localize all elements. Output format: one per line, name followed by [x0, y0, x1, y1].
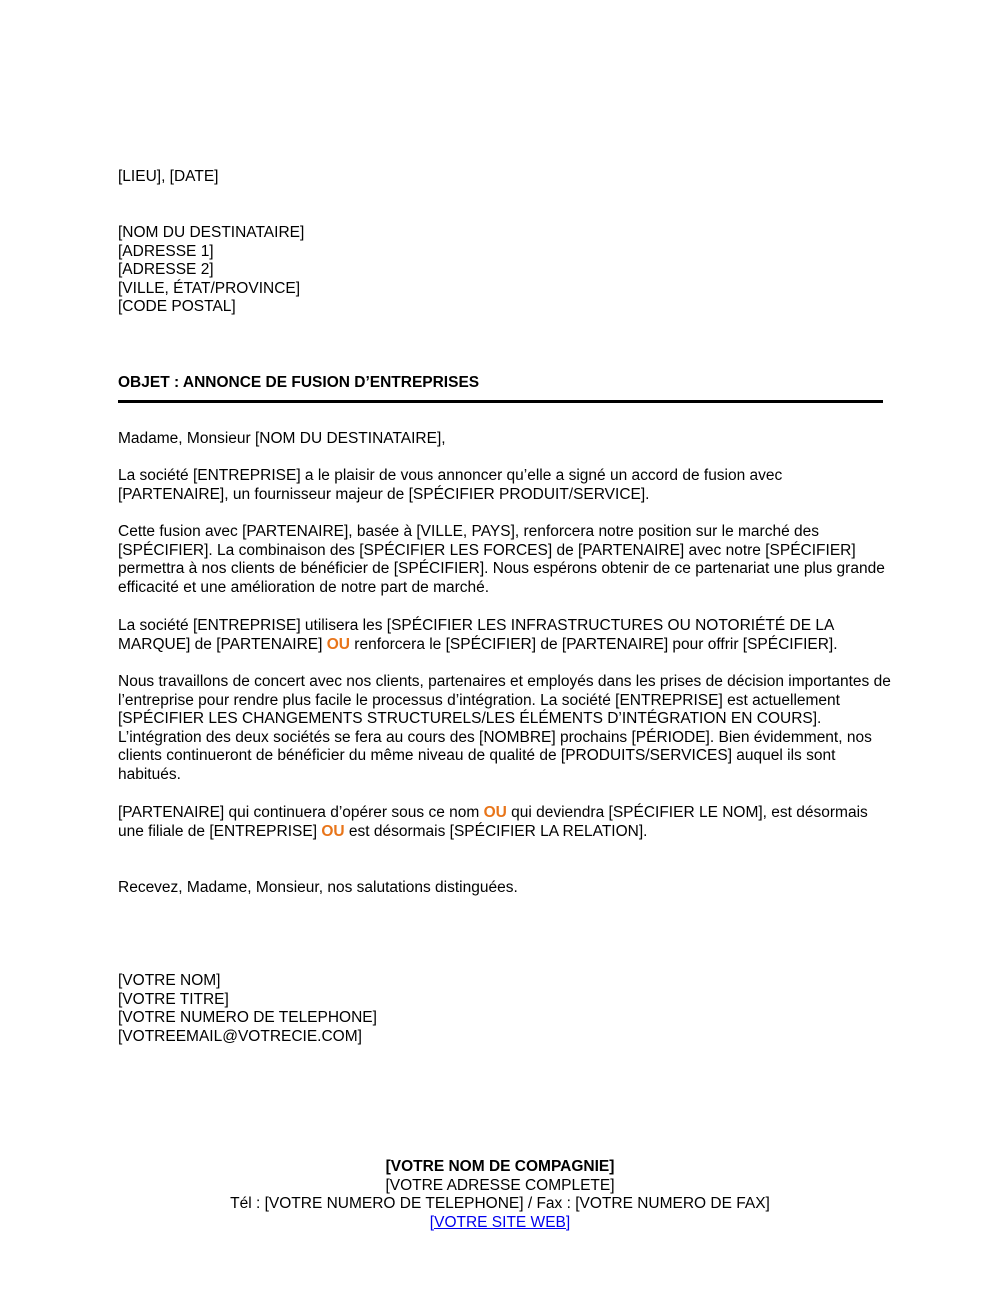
- or-highlight: OU: [483, 804, 507, 821]
- place-date-text: [LIEU], [DATE]: [118, 168, 219, 185]
- body-paragraph-2-text: Cette fusion avec [PARTENAIRE], basée à [VILLE, PAYS], renforcera notre position sur le marché des [SPÉCIFIER]. La combinaison des [SPÉCIFIER LES FORCES] de [PARTENAIRE] avec notre [SPÉCIFIER] permettra à nos clients de bénéficier de [SPÉCIFIER]. Nous espérons obtenir de ce partenariat une plus grande efficacité et une amélioration de notre part de marché.: [118, 523, 885, 596]
- body-paragraph-3-part-a: La société [ENTREPRISE] utilisera les [SPÉCIFIER LES INFRASTRUCTURES OU NOTORIÉTÉ DE LA MARQUE] de [PARTENAIRE]: [118, 617, 834, 653]
- recipient-address: [118, 224, 893, 317]
- body-paragraph-3-text: [118, 617, 893, 654]
- footer-company-name: [VOTRE NOM DE COMPAGNIE]: [385, 1158, 615, 1175]
- or-highlight: OU: [321, 822, 345, 840]
- signature-title: [VOTRE TITRE]: [118, 990, 229, 1008]
- recipient-postal-code: [CODE POSTAL]: [118, 298, 236, 316]
- subject-text: OBJET : ANNONCE DE FUSION D’ENTREPRISES: [118, 374, 480, 391]
- salutation: [118, 430, 893, 449]
- footer-website-line: [0, 1214, 1000, 1233]
- recipient-city: [VILLE, ÉTAT/PROVINCE]: [118, 279, 301, 297]
- closing-text: Recevez, Madame, Monsieur, nos salutations distinguées.: [118, 879, 518, 896]
- body-paragraph-5-text: [118, 804, 893, 841]
- subject-line: [118, 374, 893, 393]
- footer-contact: Tél : [VOTRE NUMERO DE TELEPHONE] / Fax : [VOTRE NUMERO DE FAX]: [230, 1195, 770, 1213]
- signature-email: [VOTREEMAIL@VOTRECIE.COM]: [118, 1027, 362, 1045]
- subject-divider: [118, 400, 883, 403]
- footer-address: [VOTRE ADRESSE COMPLETE]: [385, 1176, 615, 1194]
- closing: [118, 879, 893, 898]
- salutation-text: Madame, Monsieur [NOM DU DESTINATAIRE],: [118, 430, 446, 447]
- body-paragraph-5: [118, 804, 893, 841]
- footer-website-link[interactable]: [VOTRE SITE WEB]: [429, 1213, 571, 1231]
- body-paragraph-5-part-c: est désormais [SPÉCIFIER LA RELATION].: [344, 822, 648, 840]
- body-paragraph-3: [118, 617, 893, 654]
- body-paragraph-4-text: Nous travaillons de concert avec nos clients, partenaires et employés dans les prises de décision importantes de l’entreprise pour rendre plus facile le processus d’intégration. La société [ENTREPRISE] est actuellement [SPÉCIFIER LES CHANGEMENTS STRUCTURELS/LES ÉLÉMENTS D’INTÉGRATION EN COURS]. L’intégration des deux sociétés se fera au cours des [NOMBRE] prochains [PÉRIODE]. Bien évidemment, nos clients continueront de bénéficier du même niveau de qualité de [PRODUITS/SERVICES] auquel ils sont habitués.: [118, 673, 891, 783]
- body-paragraph-2: [118, 523, 893, 597]
- body-paragraph-5-part-a: [PARTENAIRE] qui continuera d’opérer sous ce nom: [118, 804, 484, 821]
- recipient-name: [NOM DU DESTINATAIRE]: [118, 224, 305, 241]
- or-highlight: OU: [326, 635, 350, 653]
- body-paragraph-4: [118, 673, 893, 785]
- body-paragraph-1: [118, 467, 893, 504]
- recipient-address-2: [ADRESSE 2]: [118, 261, 214, 279]
- signature-block: [118, 972, 893, 1046]
- letter-footer: [0, 1158, 1000, 1232]
- body-paragraph-3-part-b: renforcera le [SPÉCIFIER] de [PARTENAIRE] pour offrir [SPÉCIFIER].: [349, 635, 838, 653]
- recipient-address-1: [ADRESSE 1]: [118, 242, 214, 260]
- body-paragraph-5-part-b: qui deviendra [SPÉCIFIER LE NOM], est désormais une filiale de [ENTREPRISE]: [118, 804, 868, 840]
- signature-name: [VOTRE NOM]: [118, 972, 221, 989]
- body-paragraph-1-text: La société [ENTREPRISE] a le plaisir de vous annoncer qu’elle a signé un accord de fusion avec [PARTENAIRE], un fournisseur majeur de [SPÉCIFIER PRODUIT/SERVICE].: [118, 467, 783, 503]
- place-date: [118, 168, 893, 187]
- signature-phone: [VOTRE NUMERO DE TELEPHONE]: [118, 1009, 377, 1027]
